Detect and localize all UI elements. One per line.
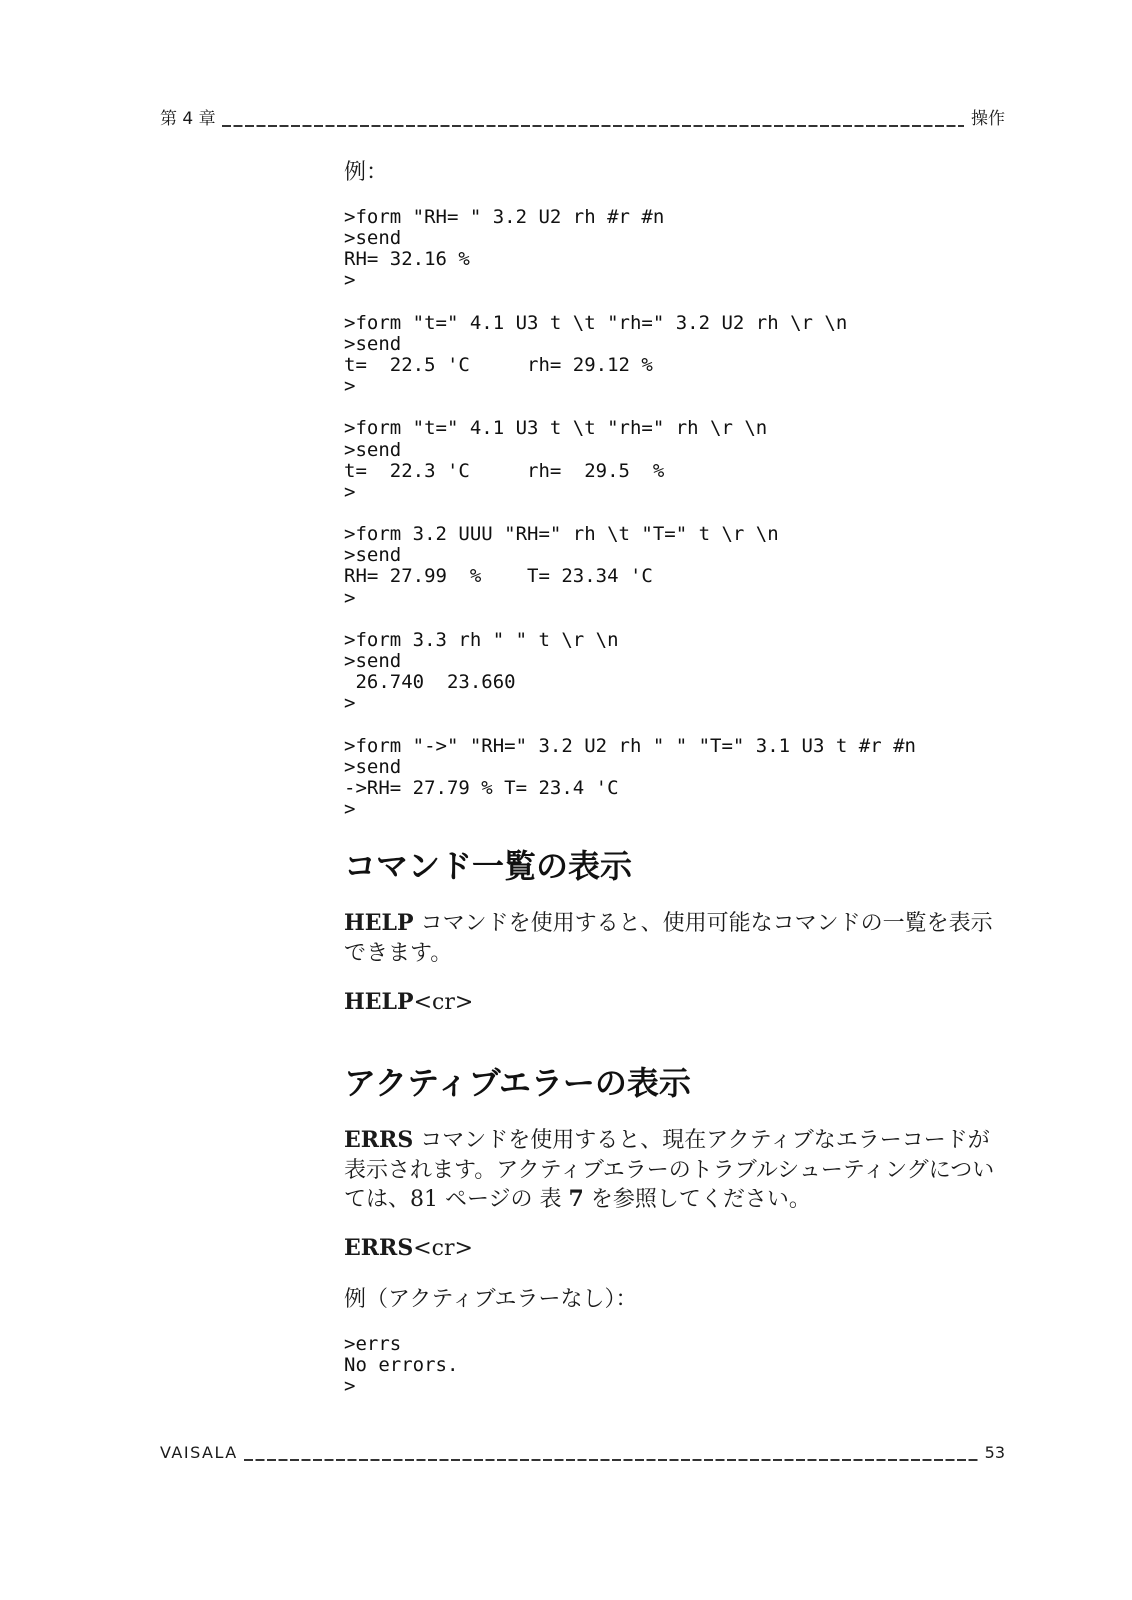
code-line: >form 3.3 rh " " t \r \n [344, 628, 619, 651]
code-line: RH= 27.99 % T= 23.34 'C [344, 565, 653, 588]
errs-description: コマンドを使用すると、現在アクティブなエラーコードが表示されます。アクティブエラーのトラブルシューティングについては、81 ページの 表 [344, 1128, 995, 1212]
errs-code-example [344, 1334, 1006, 1397]
code-gap [344, 714, 1006, 735]
code-line: >form 3.2 UUU "RH=" rh \t "T=" t \r \n [344, 523, 779, 546]
code-line: > [344, 797, 356, 820]
code-line: > [344, 692, 356, 715]
code-line: >form "->" "RH=" 3.2 U2 rh " " "T=" 3.1 U3 t #r #n [344, 734, 916, 757]
code-line: >send [344, 332, 402, 355]
code-line: >send [344, 438, 402, 461]
header-rule [222, 125, 964, 127]
chapter-label: 第 4 章 [160, 109, 216, 129]
section-heading-help: コマンド一覧の表示 [344, 847, 633, 885]
code-line: t= 22.3 'C rh= 29.5 % [344, 459, 665, 482]
brand-name: VAISALA [160, 1443, 238, 1462]
code-line: >send [344, 649, 402, 672]
code-line: >form "t=" 4.1 U3 t \t "rh=" 3.2 U2 rh \r \n [344, 311, 848, 334]
footer-rule [244, 1459, 978, 1461]
code-line: 26.740 23.660 [344, 671, 516, 694]
code-gap [344, 609, 1006, 630]
section-label: 操作 [971, 109, 1005, 129]
code-line: t= 22.5 'C rh= 29.12 % [344, 353, 653, 376]
code-line: >send [344, 544, 402, 567]
errs-paragraph [344, 1126, 1006, 1215]
help-syntax [344, 988, 1006, 1018]
errs-example-label: 例（アクティブエラーなし）： [344, 1287, 638, 1312]
page-number: 53 [984, 1443, 1005, 1462]
help-syntax-command: HELP [344, 989, 414, 1015]
help-command: HELP [344, 910, 414, 936]
help-paragraph [344, 909, 1006, 968]
example-label: 例： [344, 160, 389, 185]
code-line: >send [344, 227, 402, 250]
code-line: > [344, 480, 356, 503]
code-line: >send [344, 755, 402, 778]
code-line: RH= 32.16 % [344, 248, 470, 271]
errs-syntax [344, 1234, 1006, 1264]
code-gap [344, 397, 1006, 418]
code-line: > [344, 1375, 356, 1398]
code-gap [344, 503, 1006, 524]
code-line: > [344, 269, 356, 292]
code-line: >form "t=" 4.1 U3 t \t "rh=" rh \r \n [344, 417, 768, 440]
errs-syntax-command: ERRS [344, 1235, 414, 1261]
code-line: No errors. [344, 1354, 459, 1377]
page-footer [160, 1440, 1005, 1464]
help-description: コマンドを使用すると、使用可能なコマンドの一覧を表示できます。 [344, 911, 993, 966]
help-syntax-suffix: <cr> [413, 990, 474, 1015]
code-examples [344, 207, 1006, 820]
errs-description-end: を参照してください。 [583, 1187, 811, 1212]
code-line: > [344, 375, 356, 398]
code-line: ->RH= 27.79 % T= 23.4 'C [344, 776, 619, 799]
code-line: >form "RH= " 3.2 U2 rh #r #n [344, 206, 665, 228]
errs-command: ERRS [344, 1127, 414, 1153]
errs-syntax-suffix: <cr> [413, 1236, 473, 1261]
code-gap [344, 292, 1006, 313]
page-header [160, 106, 1005, 130]
code-line: > [344, 586, 356, 609]
table-reference-number: 7 [568, 1186, 584, 1212]
code-line: >errs [344, 1333, 402, 1355]
section-heading-errs: アクティブエラーの表示 [344, 1064, 691, 1102]
